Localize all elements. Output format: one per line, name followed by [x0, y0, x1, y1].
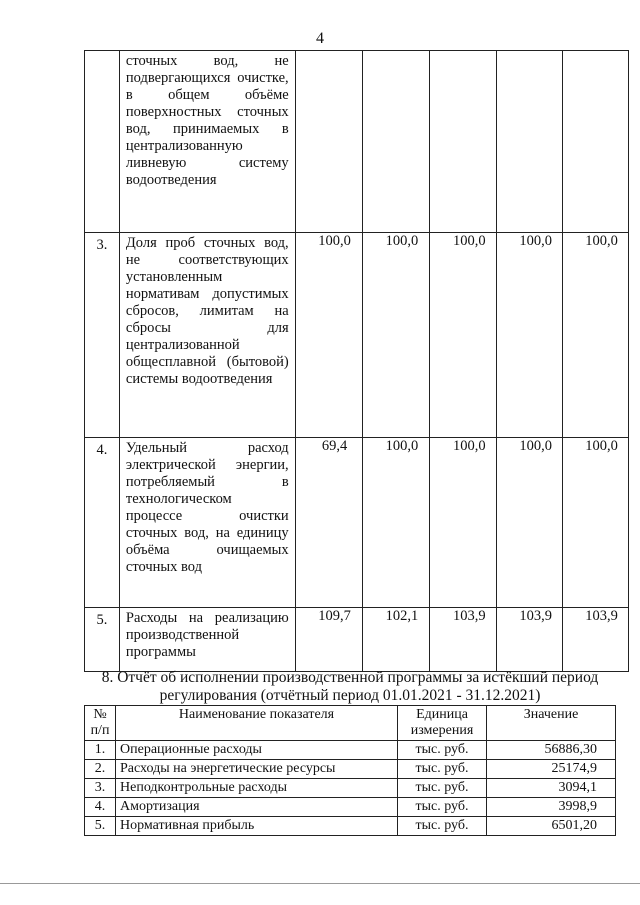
- table-row: [85, 51, 629, 233]
- section-title-line2: регулирования (отчётный период 01.01.2021 - 31.12.2021): [159, 687, 541, 704]
- value-cell: 100,0: [430, 438, 497, 608]
- indicators-table: [84, 50, 629, 672]
- value-cell: 102,1: [362, 608, 430, 672]
- unit-cell: тыс. руб.: [398, 741, 487, 760]
- indicator-name: Расходы на реализацию производственной программы: [119, 608, 295, 672]
- header-unit: Единица измерения: [398, 706, 487, 741]
- table-row: [85, 741, 616, 760]
- table-row: [85, 233, 629, 438]
- header-name: Наименование показателя: [116, 706, 398, 741]
- table-row: [85, 608, 629, 672]
- value-cell: 56886,30: [487, 741, 616, 760]
- value-cell: [563, 51, 629, 233]
- indicator-name: Расходы на энергетические ресурсы: [116, 760, 398, 779]
- row-number: 3.: [85, 233, 120, 438]
- unit-cell: тыс. руб.: [398, 798, 487, 817]
- value-cell: 100,0: [497, 438, 563, 608]
- value-cell: [430, 51, 497, 233]
- value-cell: 100,0: [563, 438, 629, 608]
- value-cell: 69,4: [295, 438, 362, 608]
- indicator-name: Нормативная прибыль: [116, 817, 398, 836]
- table-row: [85, 798, 616, 817]
- row-number: 1.: [85, 741, 116, 760]
- table-row: [85, 438, 629, 608]
- unit-cell: тыс. руб.: [398, 817, 487, 836]
- value-cell: [295, 51, 362, 233]
- page-number: 4: [316, 30, 324, 47]
- value-cell: 6501,20: [487, 817, 616, 836]
- unit-cell: тыс. руб.: [398, 779, 487, 798]
- indicator-name: Удельный расход электрической энергии, потребляемый в технологическом процессе очистки сточных вод, на единицу объёма очищаемых сточных вод: [119, 438, 295, 608]
- value-cell: [362, 51, 430, 233]
- value-cell: 100,0: [430, 233, 497, 438]
- value-cell: 100,0: [563, 233, 629, 438]
- table-header-row: [85, 706, 616, 741]
- value-cell: 100,0: [295, 233, 362, 438]
- row-number: 3.: [85, 779, 116, 798]
- indicator-name: Доля проб сточных вод, не соответствующих установленным нормативам допустимых сбросов, лимитам на сбросы для централизованной общесплавной (бытовой) системы водоотведения: [119, 233, 295, 438]
- row-number: 4.: [85, 438, 120, 608]
- table-row: [85, 760, 616, 779]
- header-value: Значение: [487, 706, 616, 741]
- value-cell: 103,9: [497, 608, 563, 672]
- unit-cell: тыс. руб.: [398, 760, 487, 779]
- value-cell: 100,0: [497, 233, 563, 438]
- value-cell: 25174,9: [487, 760, 616, 779]
- page-bottom-divider: [0, 883, 640, 884]
- value-cell: 109,7: [295, 608, 362, 672]
- value-cell: 103,9: [563, 608, 629, 672]
- value-cell: 100,0: [362, 233, 430, 438]
- section-title-line1: 8. Отчёт об исполнении производственной программы за истёкший период: [101, 669, 599, 686]
- row-number: 5.: [85, 817, 116, 836]
- value-cell: 100,0: [362, 438, 430, 608]
- row-number: 2.: [85, 760, 116, 779]
- indicator-name: Амортизация: [116, 798, 398, 817]
- header-num: № п/п: [85, 706, 116, 741]
- row-number: 5.: [85, 608, 120, 672]
- indicator-name: сточных вод, не подвергающихся очистке, в общем объёме поверхностных сточных вод, принимаемых в централизованную ливневую систему водоотведения: [119, 51, 295, 233]
- table-row: [85, 779, 616, 798]
- indicator-name: Операционные расходы: [116, 741, 398, 760]
- value-cell: 3094,1: [487, 779, 616, 798]
- row-number: 4.: [85, 798, 116, 817]
- report-table: [84, 705, 616, 836]
- value-cell: 3998,9: [487, 798, 616, 817]
- table-row: [85, 817, 616, 836]
- row-number: [85, 51, 120, 233]
- value-cell: 103,9: [430, 608, 497, 672]
- indicator-name: Неподконтрольные расходы: [116, 779, 398, 798]
- value-cell: [497, 51, 563, 233]
